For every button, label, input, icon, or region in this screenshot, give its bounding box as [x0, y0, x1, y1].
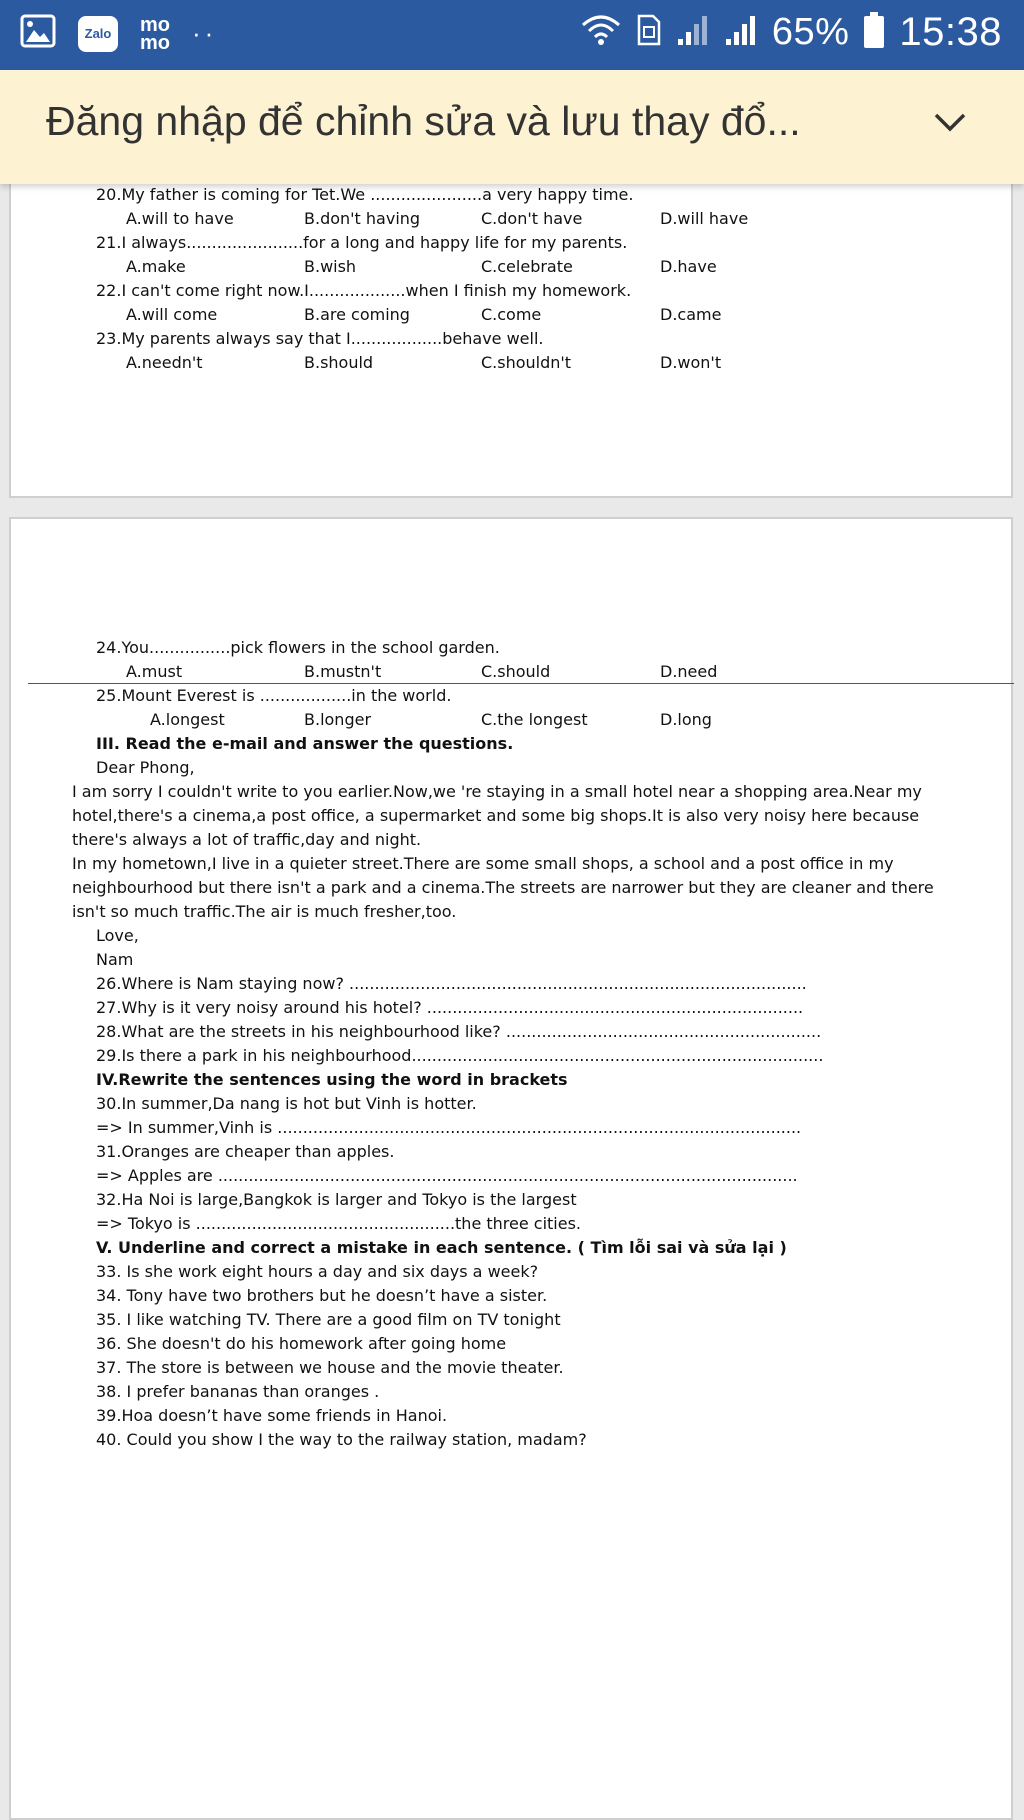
email-paragraph-1: I am sorry I couldn't write to you earlier.Now,we 're staying in a small hotel near a shopping area.Near my hotel,there's a cinema,a post office, a supermarket and some big shops.It is also very noisy here because there's always a lot of traffic,day and night. [72, 782, 922, 849]
chevron-down-icon[interactable] [932, 110, 968, 139]
question-22: 22.I can't come right now.I...................when I finish my homework. [96, 281, 632, 300]
question-37: 37. The store is between we house and the movie theater. [96, 1358, 564, 1377]
question-40: 40. Could you show I the way to the railway station, madam? [96, 1430, 587, 1449]
option-23d: D.won't [660, 353, 722, 372]
option-23b: B.should [304, 353, 374, 372]
question-34: 34. Tony have two brothers but he doesn’t have a sister. [96, 1286, 548, 1305]
question-32: 32.Ha Noi is large,Bangkok is larger and Tokyo is the largest [96, 1190, 577, 1209]
option-23c: C.shouldn't [481, 353, 572, 372]
question-30: 30.In summer,Da nang is hot but Vinh is hotter. [96, 1094, 477, 1113]
question-29: 29.Is there a park in his neighbourhood................................................................................. [96, 1046, 824, 1065]
option-25c: C.the longest [481, 710, 588, 729]
answer-line-30: => In summer,Vinh is ....................................................................................................... [96, 1118, 802, 1137]
question-33: 33. Is she work eight hours a day and six days a week? [96, 1262, 539, 1281]
momo-notification-icon: mo mo [140, 13, 170, 54]
question-36: 36. She doesn't do his homework after going home [96, 1334, 507, 1353]
question-26: 26.Where is Nam staying now? .......................................................................................... [96, 974, 807, 993]
question-23: 23.My parents always say that I..................behave well. [96, 329, 544, 348]
option-21d: D.have [660, 257, 717, 276]
banner-text: Đăng nhập để chỉnh sửa và lưu thay đổ... [46, 98, 801, 144]
option-24a: A.must [126, 662, 183, 681]
option-24b: B.mustn't [304, 662, 382, 681]
question-25: 25.Mount Everest is ..................in the world. [96, 686, 452, 705]
question-24: 24.You................pick flowers in the school garden. [96, 638, 500, 657]
section-4-title: IV.Rewrite the sentences using the word in brackets [96, 1070, 568, 1089]
email-greeting: Dear Phong, [96, 758, 195, 777]
option-22a: A.will come [126, 305, 218, 324]
more-notifications-dots: ·· [192, 18, 218, 48]
clock: 15:38 [899, 10, 1002, 54]
option-21b: B.wish [304, 257, 357, 276]
question-27: 27.Why is it very noisy around his hotel? .......................................................................... [96, 998, 804, 1017]
zalo-notification-icon: Zalo [78, 16, 118, 52]
option-20a: A.will to have [126, 209, 234, 228]
login-to-edit-banner[interactable] [0, 70, 1024, 184]
option-20b: B.don't having [304, 209, 421, 228]
battery-percent: 65% [771, 11, 850, 53]
email-paragraph-2: In my hometown,I live in a quieter street.There are some small shops, a school and a post office in my neighbourhood but there isn't a park and a cinema.The streets are narrower but they are cleaner and there isn't so much traffic.The air is much fresher,too. [72, 854, 934, 921]
option-20d: D.will have [660, 209, 749, 228]
email-closing: Love, [96, 926, 139, 945]
answer-line-31: => Apples are .................................................................................................................. [96, 1166, 798, 1185]
option-20c: C.don't have [481, 209, 583, 228]
question-31: 31.Oranges are cheaper than apples. [96, 1142, 395, 1161]
option-23a: A.needn't [126, 353, 203, 372]
option-25d: D.long [660, 710, 712, 729]
option-21c: C.celebrate [481, 257, 573, 276]
question-28: 28.What are the streets in his neighbourhood like? .............................................................. [96, 1022, 822, 1041]
question-20: 20.My father is coming for Tet.We ......................a very happy time. [96, 185, 634, 204]
question-39: 39.Hoa doesn’t have some friends in Hanoi. [96, 1406, 448, 1425]
question-35: 35. I like watching TV. There are a good film on TV tonight [96, 1310, 561, 1329]
answer-line-32: => Tokyo is ...................................................the three cities. [96, 1214, 582, 1233]
option-24d: D.need [660, 662, 718, 681]
email-signature: Nam [96, 950, 134, 969]
option-24c: C.should [481, 662, 551, 681]
option-25b: B.longer [304, 710, 372, 729]
option-22b: B.are coming [304, 305, 410, 324]
option-25a: A.longest [150, 710, 225, 729]
section-5-title: V. Underline and correct a mistake in each sentence. ( Tìm lỗi sai và sửa lại ) [96, 1238, 787, 1257]
section-3-title: III. Read the e-mail and answer the questions. [96, 734, 514, 753]
option-21a: A.make [126, 257, 186, 276]
question-38: 38. I prefer bananas than oranges . [96, 1382, 380, 1401]
question-21: 21.I always.......................for a long and happy life for my parents. [96, 233, 628, 252]
option-22d: D.came [660, 305, 722, 324]
option-22c: C.come [481, 305, 542, 324]
